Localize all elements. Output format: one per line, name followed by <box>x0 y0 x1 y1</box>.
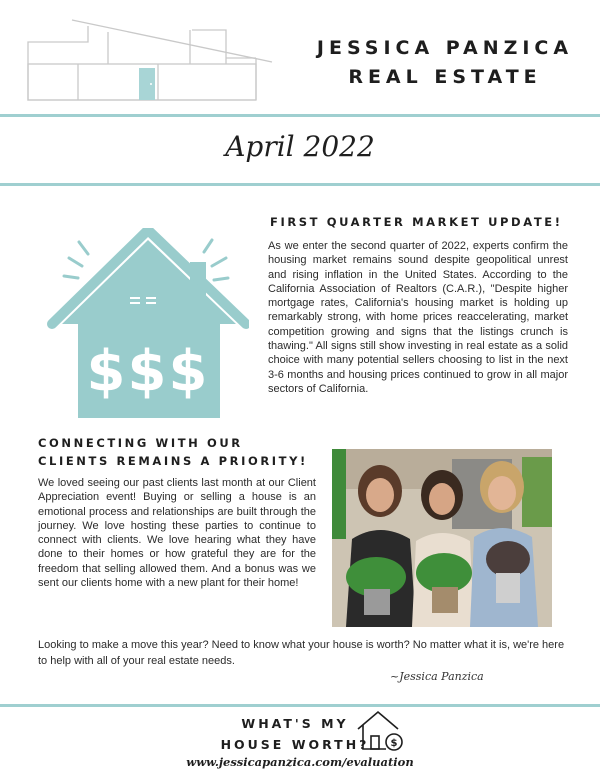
closing-text: Looking to make a move this year? Need to know what your house is worth? No matter what it is, we're here to help with all of your real estate needs. <box>38 639 565 667</box>
issue-month: April 2022 <box>225 130 375 163</box>
house-dollar-icon <box>44 228 249 423</box>
clients-body: We loved seeing our past clients last month at our Client Appreciation event! Buying or selling a house is an emotional process and relationships are built through the journey. We love hosting these parties to continue to connect with clients. We love hearing what they have done to their homes or how grateful they are for the freedom that selling allowed them. And a bonus was we sent our clients home with a new plant for their home! <box>38 477 316 590</box>
illustration-dollar-signs: $$$ <box>86 339 210 404</box>
house-dollar-outline-icon <box>356 709 406 753</box>
market-update-heading: FIRST QUARTER MARKET UPDATE! <box>270 215 563 229</box>
brand-name-line1: JESSICA PANZICA <box>316 37 574 59</box>
evaluation-url[interactable]: www.jessicapanzica.com/evaluation <box>186 755 414 769</box>
brand-name-line2: REAL ESTATE <box>348 66 542 88</box>
clients-heading-line2: CLIENTS REMAINS A PRIORITY! <box>38 454 308 468</box>
header-divider <box>0 114 600 117</box>
cta-line1: WHAT'S MY <box>241 716 349 731</box>
group-photo-three-women-plants <box>332 449 552 627</box>
svg-text:$: $ <box>390 738 398 749</box>
market-update-body: As we enter the second quarter of 2022, experts confirm the housing market remains sound despite geopolitical unrest and rising inflation in the United States. According to the California Association of Realtors (C.A.R.), "Despite higher mortgage rates, California's housing market is holding up remarkably strong, with home prices reaccelerating, market competition growing and signs that the listings crunch is thawing." All signs still show investing in real estate as a solid choice with many potential sellers choosing to list in the next 3-6 months and housing prices continued to grow in all major sectors of California. <box>268 240 568 395</box>
footer-divider <box>0 704 600 707</box>
cta-line2: HOUSE WORTH? <box>220 737 370 752</box>
signature: ~Jessica Panzica <box>390 670 484 683</box>
client-event-photo <box>332 449 552 627</box>
clients-heading-line1: CONNECTING WITH OUR <box>38 436 243 450</box>
month-divider <box>0 183 600 186</box>
cta-heading <box>210 713 380 755</box>
modern-house-icon <box>20 18 280 102</box>
